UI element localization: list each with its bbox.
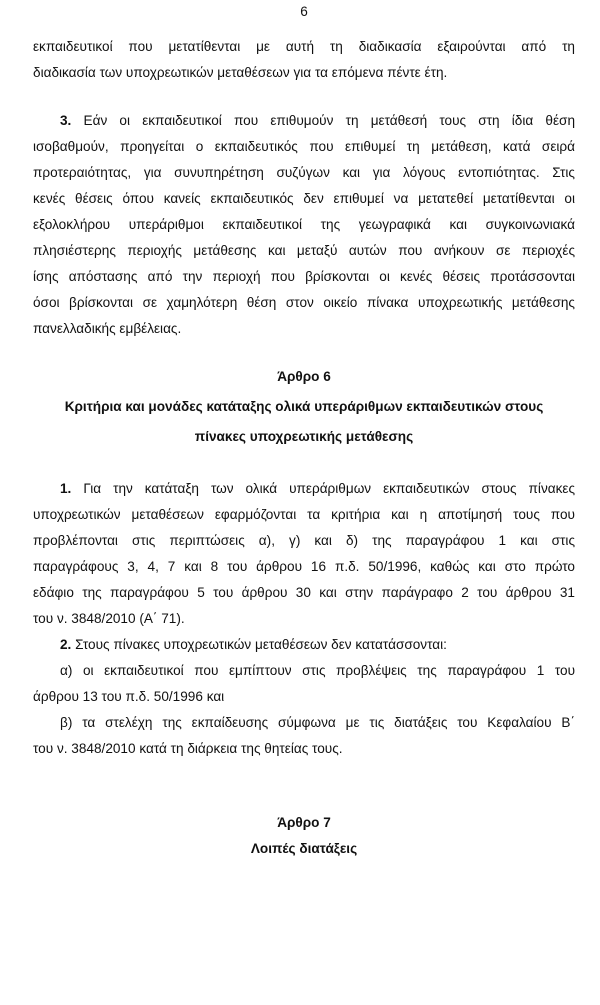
paragraph-continuation: [33, 34, 575, 86]
paragraph-number: 3.: [60, 113, 72, 128]
text-span: Για την κατάταξη των ολικά υπεράριθμων εκπαιδευτικών στους πίνακες: [83, 481, 575, 496]
text-line: ίσης απόστασης από την περιοχή που βρίσκονται οι κενές θέσεις προτάσσονται: [33, 269, 575, 284]
text-line: [33, 108, 575, 134]
text-line: [33, 476, 575, 502]
paragraph-number: 1.: [60, 481, 72, 496]
paragraph-3: [33, 108, 575, 342]
article-7-header: [33, 810, 575, 862]
article-6-header: [33, 364, 575, 450]
article-heading: Άρθρο 7: [277, 815, 331, 830]
paragraph-6-1: [33, 476, 575, 632]
text-line: υποχρεωτικών μεταθέσεων εφαρμόζονται τα κριτήρια και η αποτίμησή τους που: [33, 507, 575, 522]
text-line: άρθρου 13 του π.δ. 50/1996 και: [33, 689, 225, 704]
article-heading: Άρθρο 6: [277, 369, 331, 384]
paragraph-number: 2.: [60, 637, 72, 652]
text-line: του ν. 3848/2010 κατά τη διάρκεια της θητείας τους.: [33, 741, 343, 756]
text-span: Εάν οι εκπαιδευτικοί που επιθυμούν τη μετάθεσή τους στη ίδια θέση: [83, 113, 575, 128]
text-line: πανελλαδικής εμβέλειας.: [33, 321, 182, 336]
item-a: [33, 658, 575, 710]
text-line: κενές θέσεις όπου κανείς εκπαιδευτικός δεν επιθυμεί να μετατεθεί μετατίθενται οι: [33, 191, 575, 206]
item-b: [33, 710, 575, 762]
text-span: Στους πίνακες υποχρεωτικών μεταθέσεων δεν κατατάσσονται:: [75, 637, 447, 652]
paragraph-6-2: [33, 632, 575, 658]
text-line: β) τα στελέχη της εκπαίδευσης σύμφωνα με τις διατάξεις του Κεφαλαίου Β΄: [60, 715, 575, 730]
text-line: εκπαιδευτικοί που μετατίθενται με αυτή τη διαδικασία εξαιρούνται από τη: [33, 39, 575, 54]
text-line: α) οι εκπαιδευτικοί που εμπίπτουν στις προβλέψεις της παραγράφου 1 του: [60, 663, 575, 678]
page-number: 6: [300, 4, 308, 19]
text-line: προτεραιότητας, για συνυπηρέτηση συζύγων και για λόγους εντοπιότητας. Στις: [33, 165, 575, 180]
article-title: πίνακες υποχρεωτικής μετάθεσης: [194, 429, 414, 444]
text-line: εξολοκλήρου υπεράριθμοι εκπαιδευτικοί της γεωγραφικά και συγκοινωνιακά: [33, 217, 575, 232]
text-line: πλησιέστερης περιοχής μετάθεσης και μεταξύ αυτών που ανήκουν σε περιοχές: [33, 243, 575, 258]
text-line: εδάφιο της παραγράφου 5 του άρθρου 30 και στην παράγραφο 2 του άρθρου 31: [33, 585, 575, 600]
text-line: παραγράφους 3, 4, 7 και 8 του άρθρου 16 π.δ. 50/1996, καθώς και στο πρώτο: [33, 559, 575, 574]
text-line: ισοβαθμούν, προηγείται ο εκπαιδευτικός που επιθυμεί τη μετάθεση, κατά σειρά: [33, 139, 575, 154]
article-title: Κριτήρια και μονάδες κατάταξης ολικά υπεράριθμων εκπαιδευτικών στους: [64, 399, 544, 414]
text-line: του ν. 3848/2010 (Α΄ 71).: [33, 611, 185, 626]
text-line: όσοι βρίσκονται σε χαμηλότερη θέση στον οικείο πίνακα υποχρεωτικής μετάθεσης: [33, 295, 575, 310]
text-line: προβλέπονται στις περιπτώσεις α), γ) και δ) της παραγράφου 1 και στις: [33, 533, 575, 548]
text-line: [33, 632, 575, 658]
article-title: Λοιπές διατάξεις: [250, 841, 358, 856]
text-line: διαδικασία των υποχρεωτικών μεταθέσεων για τα επόμενα πέντε έτη.: [33, 65, 448, 80]
